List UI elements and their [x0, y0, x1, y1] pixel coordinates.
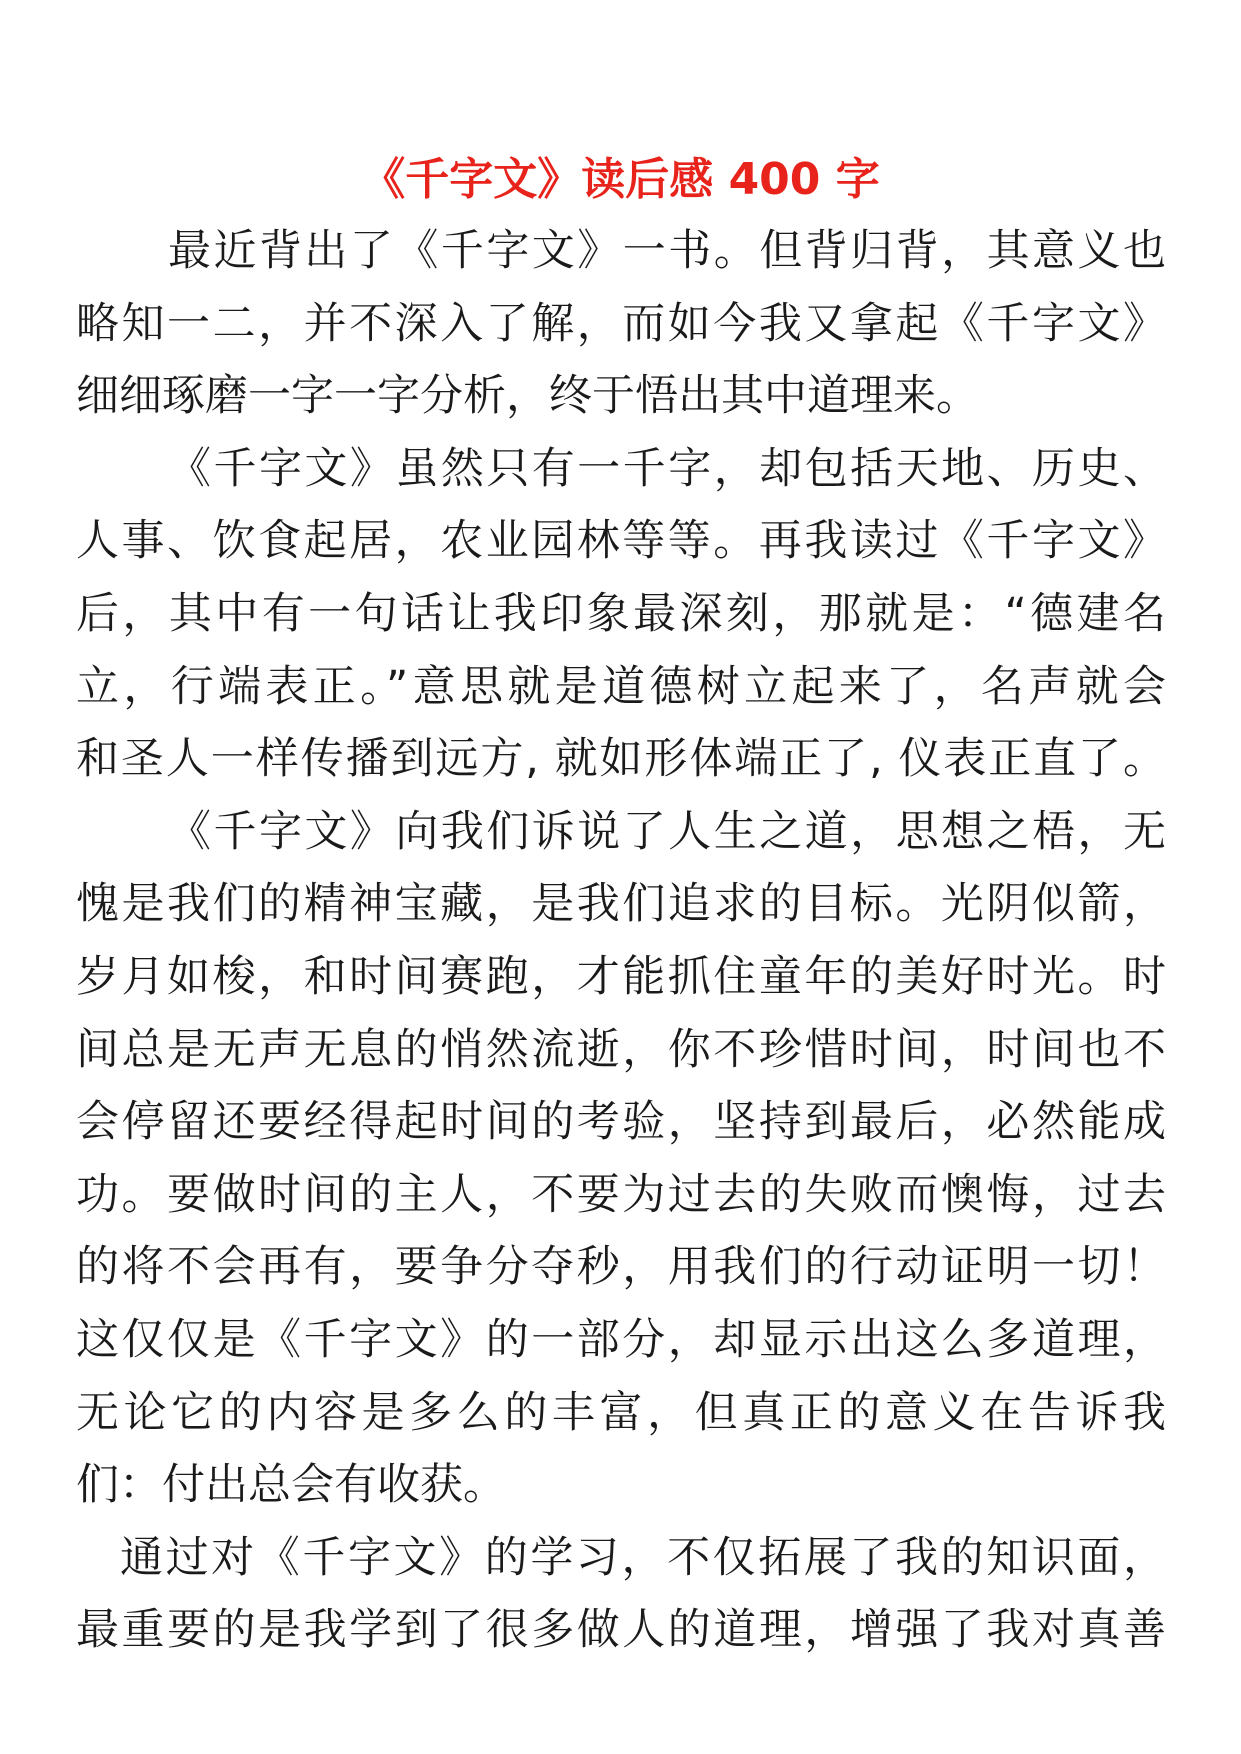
- text-line: 后，其中有一句话让我印象最深刻，那就是：“德建名: [76, 588, 1166, 639]
- text-line: 和圣人一样传播到远方, 就如形体端正了, 仪表正直了。: [76, 734, 1166, 785]
- text-line: 略知一二，并不深入了解，而如今我又拿起《千字文》: [76, 298, 1166, 349]
- text-line: 愧是我们的精神宝藏，是我们追求的目标。光阴似箭，: [76, 879, 1166, 930]
- document-title: 《千字文》读后感 400 字: [361, 154, 880, 205]
- text-line: 功。要做时间的主人，不要为过去的失败而懊悔，过去: [76, 1169, 1166, 1220]
- text-line: 立，行端表正。”意思就是道德树立起来了，名声就会: [76, 661, 1166, 712]
- text-line: 最近背出了《千字文》一书。但背归背，其意义也: [168, 226, 1166, 276]
- text-line: 的将不会再有，要争分夺秒，用我们的行动证明一切！: [76, 1242, 1166, 1293]
- text-line: 无论它的内容是多么的丰富，但真正的意义在告诉我: [76, 1387, 1166, 1438]
- text-line: 人事、饮食起居，农业园林等等。再我读过《千字文》: [76, 516, 1166, 567]
- text-line: 通过对《千字文》的学习，不仅拓展了我的知识面，: [120, 1532, 1166, 1583]
- text-line: 间总是无声无息的悄然流逝，你不珍惜时间，时间也不: [76, 1024, 1166, 1075]
- text-line: 《千字文》向我们诉说了人生之道，思想之梧，无: [168, 806, 1166, 857]
- text-line: 岁月如梭，和时间赛跑，才能抓住童年的美好时光。时: [76, 951, 1166, 1002]
- text-line: 会停留还要经得起时间的考验，坚持到最后，必然能成: [76, 1097, 1166, 1148]
- text-line: 《千字文》虽然只有一千字，却包括天地、历史、: [168, 443, 1166, 494]
- document-body: [76, 215, 1166, 1667]
- text-line: 们：付出总会有收获。: [76, 1460, 506, 1511]
- text-line: 这仅仅是《千字文》的一部分，却显示出这么多道理，: [76, 1314, 1166, 1365]
- text-line: 细细琢磨一字一字分析，终于悟出其中道理来。: [76, 371, 979, 422]
- text-line: 最重要的是我学到了很多做人的道理，增强了我对真善: [76, 1605, 1166, 1656]
